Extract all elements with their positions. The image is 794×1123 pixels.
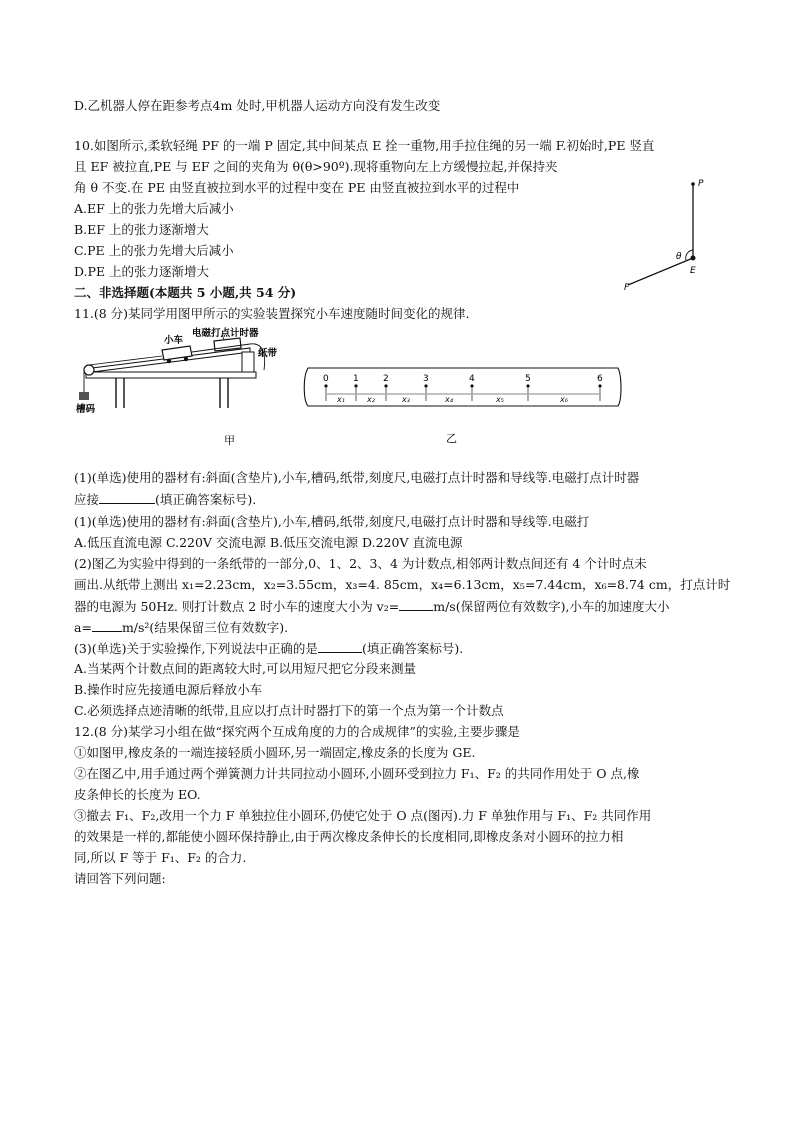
q12-question-prompt: 请回答下列问题: xyxy=(74,871,166,886)
tape-point-dot xyxy=(598,384,601,387)
label-f: F xyxy=(624,283,630,293)
tape-point-label: 2 xyxy=(383,374,389,384)
label-car: 小车 xyxy=(164,335,184,346)
q11-part2-line4 xyxy=(74,619,288,636)
tape-segment-label: x₆ xyxy=(560,395,568,404)
q12-step3-line3: 同,所以 F 等于 F₁、F₂ 的合力. xyxy=(74,850,247,865)
q12-step3-line1: ③撤去 F₁、F₂,改用一个力 F 单独拉住小圆环,仍使它处于 O 点(图丙).力 F 单独作用与 F₁、F₂ 共同作用 xyxy=(74,808,652,823)
label-theta: θ xyxy=(676,252,682,262)
tape-segment-label: x₃ xyxy=(402,395,410,404)
tape-point-dot xyxy=(384,384,387,387)
q11-part1-repeat: (1)(单选)使用的器材有:斜面(含垫片),小车,槽码,纸带,刻度尺,电磁打点计时器和导线等.电磁打 xyxy=(74,514,590,529)
caption-yi: 乙 xyxy=(446,432,457,445)
q11-part3-suffix: (填正确答案标号). xyxy=(361,641,464,656)
q11-part1-suffix: (填正确答案标号). xyxy=(155,492,257,507)
tape-point-label: 1 xyxy=(353,374,359,384)
tape-point-label: 6 xyxy=(597,374,603,384)
tape-point-label: 0 xyxy=(323,374,329,384)
tape-segment-label: x₁ xyxy=(337,395,345,404)
weight-block xyxy=(79,392,89,400)
point-e-dot xyxy=(691,256,696,261)
q10-option-b: B.EF 上的张力逐渐增大 xyxy=(74,222,209,237)
section-2-heading: 二、非选择题(本题共 5 小题,共 54 分) xyxy=(74,285,297,300)
tape-point-label: 4 xyxy=(469,374,475,384)
tape-segment-label: x₂ xyxy=(367,395,375,404)
tape-point-dot xyxy=(526,384,529,387)
q11-part2-v2-prefix: 器的电源为 50Hz. 则打计数点 2 时小车的速度大小为 v₂= xyxy=(74,599,400,614)
tape-point-dot xyxy=(424,384,427,387)
q11-part2-a-prefix: a= xyxy=(74,620,92,635)
tape-segment-label: x₅ xyxy=(496,395,504,404)
q11-part3-option-c: C.必须选择点迹清晰的纸带,且应以打点计时器打下的第一个点为第一个计数点 xyxy=(74,703,504,718)
fig10-diagram xyxy=(610,170,720,295)
q10-option-d: D.PE 上的张力逐渐增大 xyxy=(74,264,210,279)
q12-step1: ①如图甲,橡皮条的一端连接轻质小圆环,另一端固定,橡皮条的长度为 GE. xyxy=(74,745,476,760)
label-weight: 槽码 xyxy=(76,404,96,415)
q11-stem: 11.(8 分)某同学用图甲所示的实验装置探究小车速度随时间变化的规律. xyxy=(74,306,470,321)
q10-option-c: C.PE 上的张力先增大后减小 xyxy=(74,243,234,258)
q12-stem: 12.(8 分)某学习小组在做“探究两个互成角度的力的合成规律”的实验,主要步骤是 xyxy=(74,724,520,739)
q12-step2-line2: 皮条伸长的长度为 EO. xyxy=(74,787,201,802)
q11-part2-line2: 画出.从纸带上测出 x₁=2.23cm，x₂=3.55cm，x₃=4. 85cm，x₄=6.13cm，x₅=7.44cm，x₆=8.74 cm，打点计时 xyxy=(74,577,731,592)
q10-stem-2: 且 EF 被拉直,PE 与 EF 之间的夹角为 θ(θ>90º).现将重物向左上方缓慢拉起,并保持夹 xyxy=(74,159,558,174)
answer-blank-3[interactable] xyxy=(318,640,362,653)
q12-step3-line2: 的效果是一样的,都能使小圆环保持静止,由于两次橡皮条伸长的长度相同,即橡皮条对小圆环的拉力相 xyxy=(74,829,624,844)
caption-jia: 甲 xyxy=(224,434,235,447)
tape-point-dot xyxy=(354,384,357,387)
label-p: P xyxy=(698,179,704,189)
answer-blank-a[interactable] xyxy=(92,619,122,632)
tape-point-label: 5 xyxy=(525,374,531,384)
point-p-dot xyxy=(691,182,695,186)
q11-part1-line1: (1)(单选)使用的器材有:斜面(含垫片),小车,槽码,纸带,刻度尺,电磁打点计时器和导线等.电磁打点计时器 xyxy=(74,470,640,485)
q11-part2-line1: (2)图乙为实验中得到的一条纸带的一部分,0、1、2、3、4 为计数点,相邻两计数点间还有 4 个计时点未 xyxy=(74,556,647,571)
tape-point-dot xyxy=(470,384,473,387)
label-timer: 电磁打点计时器 xyxy=(192,328,259,339)
q11-part3-option-b: B.操作时应先接通电源后释放小车 xyxy=(74,682,263,697)
answer-blank-v2[interactable] xyxy=(399,598,433,611)
q12-step2-line1: ②在图乙中,用手通过两个弹簧测力计共同拉动小圆环,小圆环受到拉力 F₁、F₂ 的共同作用处于 O 点,橡 xyxy=(74,766,640,781)
q11-part1-line2 xyxy=(74,491,256,508)
q10-stem-1: 10.如图所示,柔软轻绳 PF 的一端 P 固定,其中间某点 E 拴一重物,用手拉住绳的另一端 F.初始时,PE 竖直 xyxy=(74,138,655,153)
q11-part1-prefix: 应接 xyxy=(74,492,100,507)
tape-point-label: 3 xyxy=(423,374,429,384)
q10-stem-3: 角 θ 不变.在 PE 由竖直被拉到水平的过程中变在 PE 由竖直被拉到水平的过程中 xyxy=(74,180,520,195)
q11-part2-line3 xyxy=(74,598,669,615)
q11-part2-a-suffix: m/s²(结果保留三位有效数字). xyxy=(121,620,289,635)
q11-part3-stem xyxy=(74,640,463,657)
q10-option-a: A.EF 上的张力先增大后减小 xyxy=(74,201,234,216)
fig11-tape xyxy=(300,366,630,446)
label-tape: 纸带 xyxy=(258,348,278,359)
fig11-apparatus xyxy=(72,326,282,451)
q11-part3-option-a: A.当某两个计数点间的距离较大时,可以用短尺把它分段来测量 xyxy=(74,661,416,676)
q11-part2-v2-suffix: m/s(保留两位有效数字),小车的加速度大小 xyxy=(433,599,670,614)
timer-body xyxy=(214,338,241,351)
q11-part3-prefix: (3)(单选)关于实验操作,下列说法中正确的是 xyxy=(74,641,318,656)
option-d-q9: D.乙机器人停在距参考点4m 处时,甲机器人运动方向没有发生改变 xyxy=(74,98,441,113)
q11-part1-options: A.低压直流电源 C.220V 交流电源 B.低压交流电源 D.220V 直流电源 xyxy=(74,535,463,550)
label-e: E xyxy=(690,266,696,276)
tape-point-dot xyxy=(324,384,327,387)
answer-blank-1[interactable] xyxy=(99,491,155,504)
tape-segment-label: x₄ xyxy=(445,395,453,404)
